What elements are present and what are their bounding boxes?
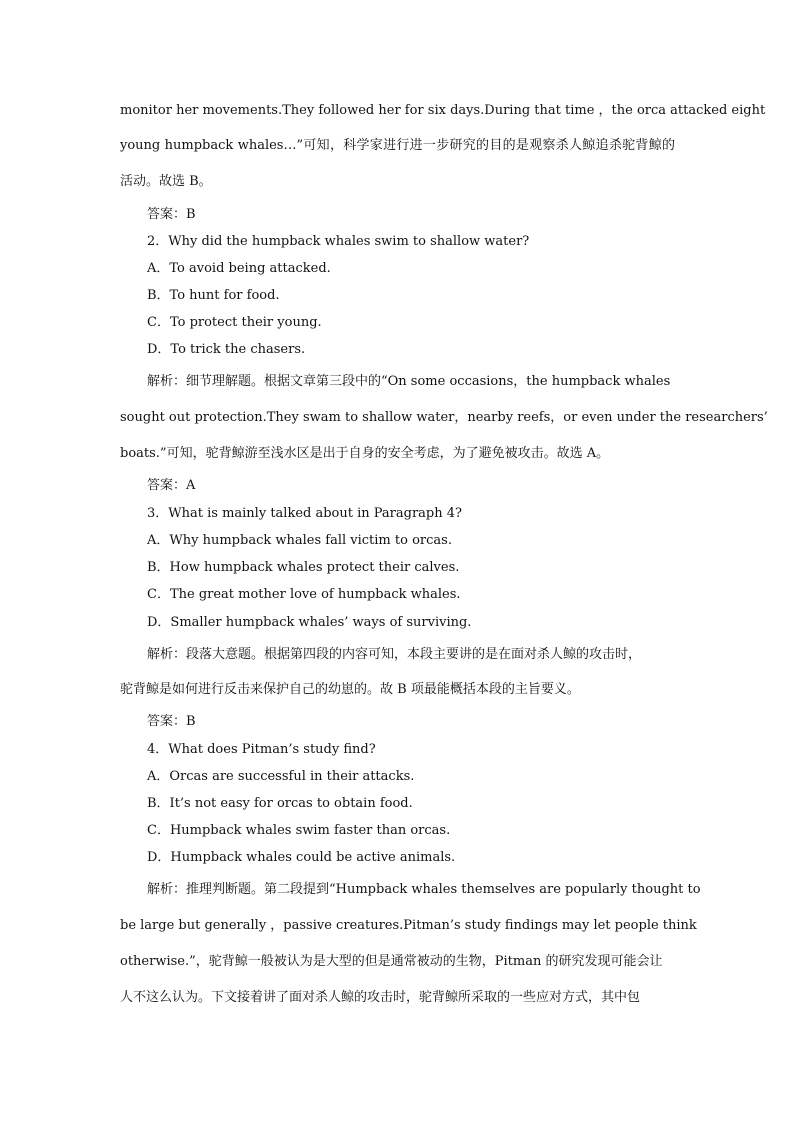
option-d: D．Humpback whales could be active animals. <box>147 850 456 865</box>
option-c: C．The great mother love of humpback whales. <box>147 587 461 602</box>
option-b: B．To hunt for food. <box>147 288 280 303</box>
explanation-line: 活动。故选 B。 <box>120 174 212 189</box>
question-stem: 3．What is mainly talked about in Paragraph 4? <box>147 506 462 521</box>
option-c: C．Humpback whales swim faster than orcas. <box>147 823 451 838</box>
option-d: D．To trick the chasers. <box>147 342 306 357</box>
question-stem: 4．What does Pitman’s study find? <box>147 742 376 757</box>
option-d: D．Smaller humpback whales’ ways of surviving. <box>147 615 472 630</box>
option-a: A．Orcas are successful in their attacks. <box>147 769 415 784</box>
explanation-line: 解析：推理判断题。第二段提到“Humpback whales themselves are popularly thought to <box>147 882 701 897</box>
option-b: B．How humpback whales protect their calves. <box>147 560 460 575</box>
answer-line: 答案：A <box>147 478 196 493</box>
question-stem: 2．Why did the humpback whales swim to shallow water? <box>147 234 530 249</box>
answer-line: 答案：B <box>147 207 196 222</box>
explanation-line: otherwise.”，驼背鲸一般被认为是大型的但是通常被动的生物，Pitman 的研究发现可能会让 <box>120 954 663 969</box>
option-a: A．To avoid being attacked. <box>147 261 331 276</box>
explanation-line: be large but generally ，passive creatures.Pitman’s study findings may let people think <box>120 918 697 933</box>
explanation-line: 人不这么认为。下文接着讲了面对杀人鲸的攻击时，驼背鲸所采取的一些应对方式，其中包 <box>120 990 641 1005</box>
explanation-line: young humpback whales…”可知，科学家进行进一步研究的目的是观察杀人鲸追杀驼背鲸的 <box>120 138 675 153</box>
explanation-line: 解析：细节理解题。根据文章第三段中的“On some occasions，the humpback whales <box>147 374 671 389</box>
option-c: C．To protect their young. <box>147 315 322 330</box>
explanation-line: boats.”可知，驼背鲸游至浅水区是出于自身的安全考虑，为了避免被攻击。故选 A。 <box>120 446 610 461</box>
explanation-line: sought out protection.They swam to shallow water，nearby reefs，or even under the researchers’ <box>120 410 768 425</box>
explanation-line: 解析：段落大意题。根据第四段的内容可知，本段主要讲的是在面对杀人鲸的攻击时， <box>147 647 642 662</box>
explanation-line: monitor her movements.They followed her for six days.During that time ，the orca attacked eight <box>120 103 766 118</box>
option-b: B．It’s not easy for orcas to obtain food. <box>147 796 413 811</box>
option-a: A．Why humpback whales fall victim to orcas. <box>147 533 452 548</box>
explanation-line: 驼背鲸是如何进行反击来保护自己的幼崽的。故 B 项最能概括本段的主旨要义。 <box>120 682 580 697</box>
answer-line: 答案：B <box>147 714 196 729</box>
